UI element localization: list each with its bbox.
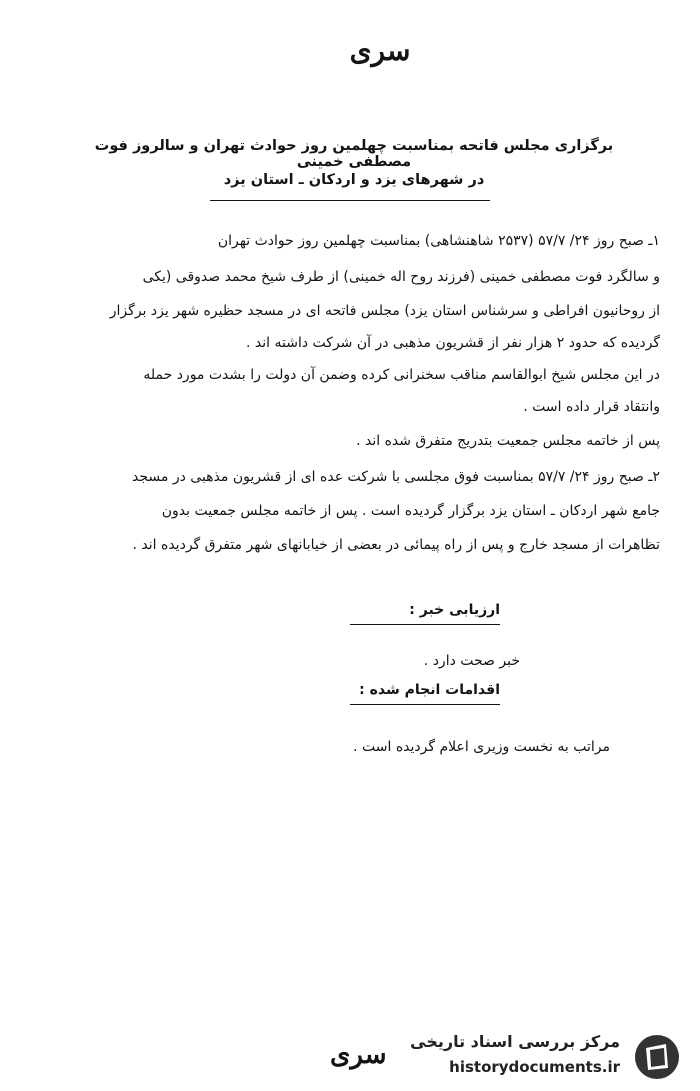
- actions-underline: [350, 704, 500, 705]
- body-line-5: در این مجلس شیخ ابوالقاسم مناقب سخنرانی کرده وضمن آن دولت را بشدت مورد حمله: [143, 367, 660, 383]
- heading-line-1: برگزاری مجلس فاتحه بمناسبت چهلمین روز حوادث تهران و سالروز فوت مصطفی خمینی: [94, 138, 614, 170]
- evaluation-text: خبر صحت دارد .: [423, 653, 520, 669]
- classification-top: سری: [349, 34, 411, 67]
- evaluation-underline: [350, 624, 500, 625]
- heading-line-2: در شهرهای یزد و اردکان ـ استان یزد: [223, 172, 485, 188]
- body-line-8: ۲ـ صبح روز ۲۴/ ۵۷/۷ بمناسبت فوق مجلسی با شرکت عده ای از قشریون مذهبی در مسجد: [132, 469, 660, 485]
- body-line-9: جامع شهر اردکان ـ استان یزد برگزار گردیده است . پس از خاتمه مجلس جمعیت بدون: [161, 503, 660, 519]
- body-line-1: ۱ـ صبح روز ۲۴/ ۵۷/۷ (۲۵۳۷ شاهنشاهی) بمناسبت چهلمین روز حوادث تهران: [217, 233, 660, 249]
- body-line-2: و سالگرد فوت مصطفی خمینی (فرزند روح اله خمینی) از طرف شیخ محمد صدوقی (یکی: [142, 269, 660, 285]
- watermark-title: مرکز بررسی اسناد تاریخی: [410, 1032, 620, 1051]
- body-line-10: تظاهرات از مسجد خارج و پس از راه پیمائی در بعضی از خیابانهای شهر متفرق گردیده اند .: [132, 537, 660, 553]
- body-line-4: گردیده که حدود ۲ هزار نفر از قشریون مذهبی در آن شرکت داشته اند .: [246, 335, 660, 351]
- body-line-7: پس از خاتمه مجلس جمعیت بتدریج متفرق شده اند .: [356, 433, 660, 449]
- heading-underline: [210, 200, 490, 201]
- body-line-6: وانتقاد قرار داده است .: [523, 399, 660, 415]
- classification-bottom: سری: [330, 1040, 387, 1070]
- actions-text: مراتب به نخست وزیری اعلام گردیده است .: [353, 739, 610, 755]
- actions-label: اقدامات انجام شده :: [359, 682, 500, 698]
- archive-logo-icon: [632, 1032, 682, 1082]
- body-line-3: از روحانیون افراطی و سرشناس استان یزد) مجلس فاتحه ای در مسجد حظیره شهر یزد برگزار: [109, 303, 660, 319]
- evaluation-label: ارزیابی خبر :: [409, 602, 500, 618]
- watermark-url: historydocuments.ir: [449, 1058, 620, 1076]
